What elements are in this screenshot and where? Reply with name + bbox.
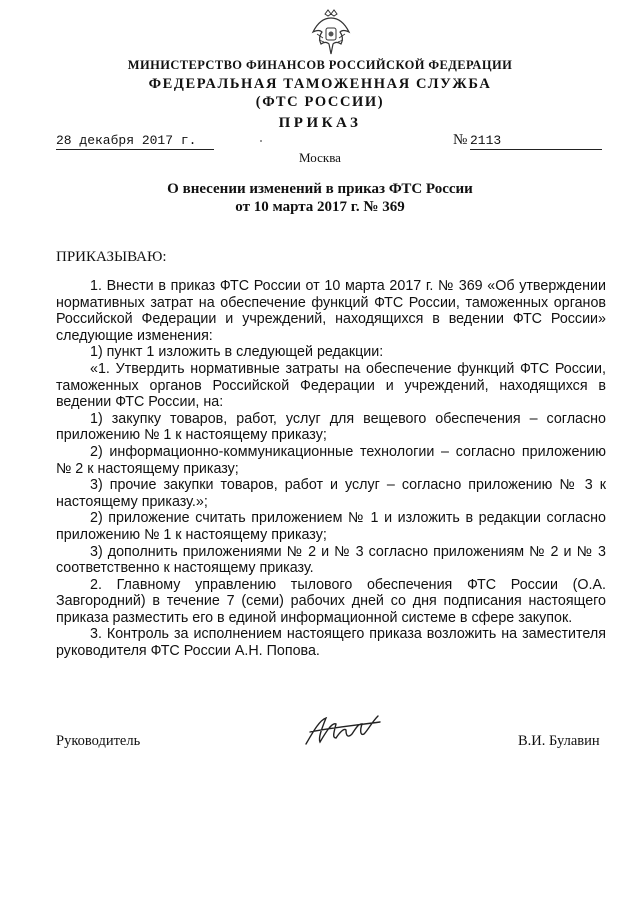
document-title-line1: О внесении изменений в приказ ФТС России	[167, 181, 473, 197]
order-word: ПРИКАЗЫВАЮ:	[56, 249, 167, 265]
paragraph: 2) приложение считать приложением № 1 и изложить в редакции согласно приложению № 1 к настоящему приказу;	[56, 510, 606, 543]
paragraph: 3. Контроль за исполнением настоящего приказа возложить на заместителя руководителя ФТС России А.Н. Попова.	[56, 626, 606, 660]
paragraph: 1. Внести в приказ ФТС России от 10 марта 2017 г. № 369 «Об утверждении нормативных затрат на обеспечение функций ФТС России, таможенных органов Российской Федерации и учреждений, находящихся в ведении ФТС России» следующие изменения:	[56, 278, 606, 344]
order-date: 28 декабря 2017 г.	[56, 133, 214, 150]
city: Москва	[299, 150, 341, 165]
coat-of-arms-icon	[309, 8, 353, 58]
paragraph: 2. Главному управлению тылового обеспечения ФТС России (О.А. Завгородний) в течение 7 (семи) рабочих дней со дня подписания настоящего приказа разместить его в единой информационной системе в сфере закупок.	[56, 576, 606, 626]
scan-dot	[260, 140, 262, 142]
paragraph: 3) дополнить приложениями № 2 и № 3 согласно приложениям № 2 и № 3 соответственно к настоящему приказу.	[56, 543, 606, 577]
number-sign: №	[453, 132, 468, 148]
document-body	[56, 278, 606, 660]
paragraph: 2) информационно-коммуникационные технологии – согласно приложению № 2 к настоящему приказу;	[56, 443, 606, 477]
paragraph: «1. Утвердить нормативные затраты на обеспечение функций ФТС России, таможенных органов Российской Федерации и учреждений, находящихся в ведении ФТС России, на:	[56, 360, 606, 411]
paragraph: 1) закупку товаров, работ, услуг для вещевого обеспечения – согласно приложению № 1 к настоящему приказу;	[56, 410, 606, 444]
handwritten-signature	[300, 710, 390, 750]
signer-name: В.И. Булавин	[518, 733, 600, 749]
order-number: 2113	[470, 133, 602, 150]
signer-position: Руководитель	[56, 733, 141, 749]
document-title-line2: от 10 марта 2017 г. № 369	[235, 199, 405, 215]
paragraph: 1) пункт 1 изложить в следующей редакции:	[90, 344, 384, 361]
service-short-name: (ФТС РОССИИ)	[255, 94, 385, 110]
service-name: ФЕДЕРАЛЬНАЯ ТАМОЖЕННАЯ СЛУЖБА	[148, 76, 492, 92]
ministry-name: МИНИСТЕРСТВО ФИНАНСОВ РОССИЙСКОЙ ФЕДЕРАЦИИ	[127, 58, 513, 72]
document-type: ПРИКАЗ	[278, 115, 362, 131]
paragraph: 3) прочие закупки товаров, работ и услуг – согласно приложению № 3 к настоящему приказу.»;	[56, 477, 606, 510]
